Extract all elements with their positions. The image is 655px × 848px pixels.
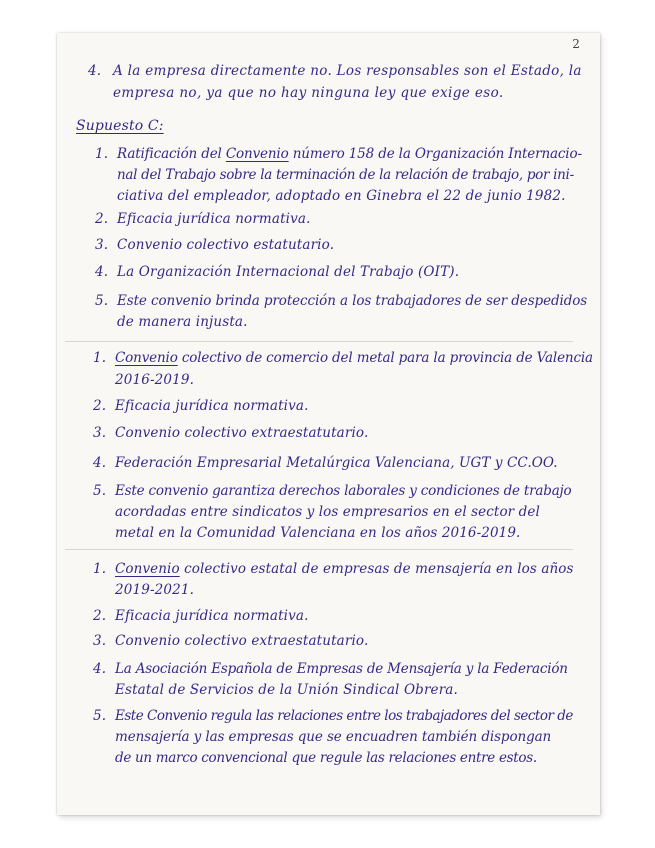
item-number: 3. <box>95 237 109 253</box>
section-divider <box>65 341 573 342</box>
item-text-line: Eficacia jurídica normativa. <box>115 608 309 624</box>
item-number: 3. <box>93 633 107 649</box>
convenio-underlined: Convenio <box>115 561 180 577</box>
item-text-line: de un marco convencional que regule las relaciones entre estos. <box>115 750 537 766</box>
intro-item-line-2: empresa no, ya que no hay ninguna ley que exige eso. <box>113 85 504 101</box>
item-number: 4. <box>93 661 107 677</box>
item-number: 3. <box>93 425 107 441</box>
item-text-line: acordadas entre sindicatos y los empresarios en el sector del <box>115 504 540 520</box>
item-number: 1. <box>95 146 109 162</box>
section-title: Supuesto C: <box>76 118 164 134</box>
item-number: 5. <box>93 708 107 724</box>
item-number: 5. <box>95 293 109 309</box>
item-text-line: Eficacia jurídica normativa. <box>115 398 309 414</box>
item-text-line: Convenio colectivo extraestatutario. <box>115 425 369 441</box>
intro-item-line-1: A la empresa directamente no. Los responsables son el Estado, la <box>113 63 582 79</box>
notebook-page <box>57 33 600 815</box>
item-text-line: La Organización Internacional del Trabajo (OIT). <box>117 264 460 280</box>
item-number: 4. <box>93 455 107 471</box>
intro-item-number: 4. <box>88 63 102 79</box>
item-text-line: Eficacia jurídica normativa. <box>117 211 311 227</box>
convenio-underlined: Convenio <box>225 146 289 162</box>
item-number: 2. <box>93 608 107 624</box>
item-text-line: mensajería y las empresas que se encuadren también dispongan <box>115 729 552 745</box>
item-text-line: Este convenio brinda protección a los trabajadores de ser despedidos <box>117 293 588 309</box>
item-number: 4. <box>95 264 109 280</box>
convenio-underlined: Convenio <box>115 350 178 366</box>
item-text-line: nal del Trabajo sobre la terminación de la relación de trabajo, por ini- <box>117 167 574 183</box>
item-text-line: Este convenio garantiza derechos laborales y condiciones de trabajo <box>115 483 572 499</box>
item-text-line: Convenio colectivo estatal de empresas de mensajería en los años <box>115 561 574 577</box>
item-text-line: Federación Empresarial Metalúrgica Valenciana, UGT y CC.OO. <box>115 455 558 471</box>
item-text-line: de manera injusta. <box>117 314 248 330</box>
item-text-line: ciativa del empleador, adoptado en Ginebra el 22 de junio 1982. <box>117 188 566 204</box>
item-text-line: Convenio colectivo estatutario. <box>117 237 335 253</box>
item-number: 2. <box>95 211 109 227</box>
item-text-line: 2016-2019. <box>115 372 195 388</box>
item-text-line: Convenio colectivo extraestatutario. <box>115 633 369 649</box>
item-text-line: La Asociación Española de Empresas de Mensajería y la Federación <box>115 661 568 677</box>
item-number: 1. <box>93 561 107 577</box>
item-text-line: metal en la Comunidad Valenciana en los años 2016-2019. <box>115 525 521 541</box>
page-number: 2 <box>572 37 580 51</box>
item-text-line: Estatal de Servicios de la Unión Sindical Obrera. <box>115 682 458 698</box>
item-text-line: Este Convenio regula las relaciones entre los trabajadores del sector de <box>115 708 573 724</box>
section-divider <box>65 549 573 550</box>
item-number: 2. <box>93 398 107 414</box>
item-text-line: 2019-2021. <box>115 582 195 598</box>
item-text-line: Ratificación del Convenio número 158 de la Organización Internacio- <box>117 146 582 162</box>
item-text-line: Convenio colectivo de comercio del metal para la provincia de Valencia <box>115 350 593 366</box>
item-number: 1. <box>93 350 107 366</box>
item-number: 5. <box>93 483 107 499</box>
